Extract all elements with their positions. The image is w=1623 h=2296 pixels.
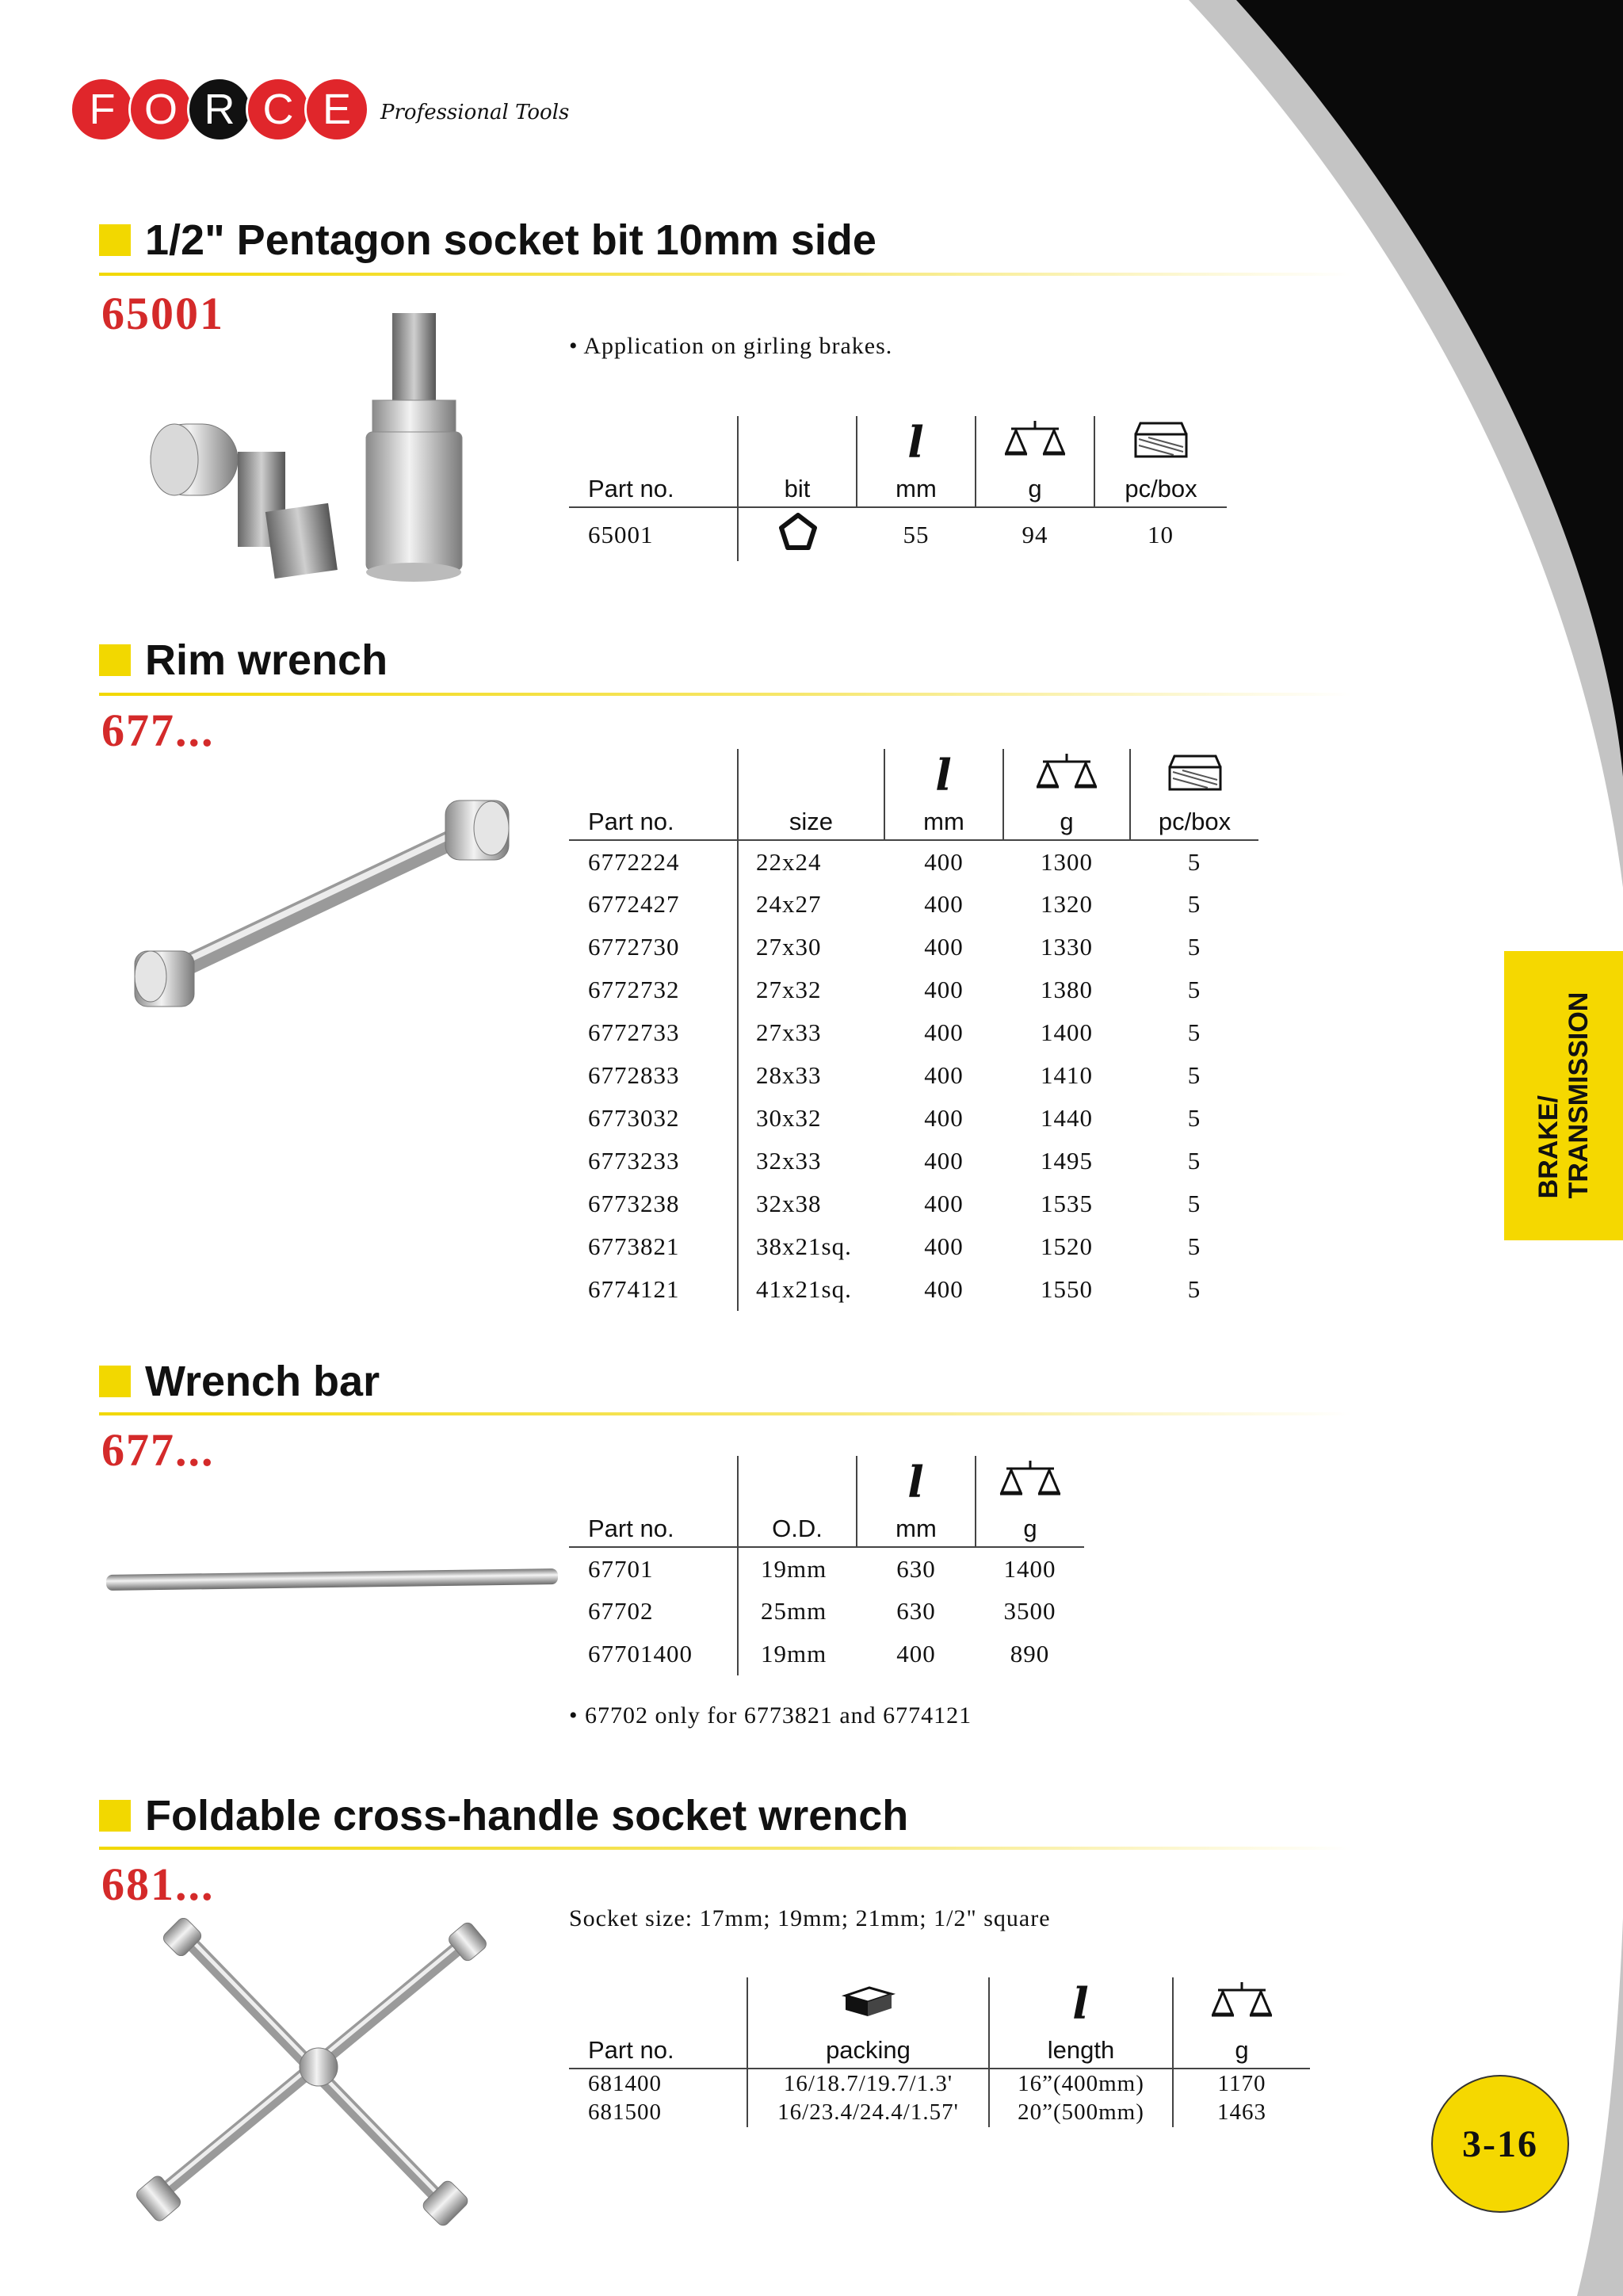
wrench-bar-image xyxy=(103,1565,563,1597)
table-cell: 5 xyxy=(1187,1190,1201,1217)
table-cell: 5 xyxy=(1187,1061,1201,1089)
category-side-tab xyxy=(1504,951,1623,1240)
table-cell: 1410 xyxy=(1041,1061,1093,1089)
scale-icon xyxy=(1003,418,1067,460)
table-cell: 630 xyxy=(896,1597,936,1625)
section-heading-cross xyxy=(99,1791,908,1840)
length-icon: l xyxy=(907,1457,925,1507)
table-row xyxy=(569,1590,1084,1633)
side-tab-line: TRANSMISSION xyxy=(1564,991,1594,1199)
table-cell: 94 xyxy=(1022,520,1048,548)
table-row xyxy=(569,968,1258,1011)
table-cell: 400 xyxy=(924,976,964,1003)
table-cell: 1400 xyxy=(1003,1554,1056,1583)
table-cell: 5 xyxy=(1187,847,1201,876)
column-header: packing xyxy=(747,2030,989,2069)
column-header: mm xyxy=(884,801,1003,840)
scale-icon xyxy=(1035,751,1098,793)
product-code: 65001 xyxy=(101,288,224,339)
packing-icon xyxy=(841,1983,896,2018)
table-cell: 400 xyxy=(924,1018,964,1046)
table-cell: 890 xyxy=(1010,1640,1050,1668)
table-cell: 5 xyxy=(1187,933,1201,961)
logo-tagline: Professional Tools xyxy=(380,101,570,124)
column-header: pc/box xyxy=(1094,468,1227,507)
table-row xyxy=(569,2069,1310,2098)
table-cell: 5 xyxy=(1187,1147,1201,1175)
column-header: g xyxy=(1003,801,1130,840)
column-header: g xyxy=(1173,2030,1310,2069)
table-cell: 16/23.4/24.4/1.57' xyxy=(747,2098,989,2127)
table-cell: 1520 xyxy=(1041,1232,1093,1260)
table-cell: 400 xyxy=(924,1104,964,1132)
table-cell: 400 xyxy=(924,1190,964,1217)
logo-letter: O xyxy=(128,77,193,142)
table-cell: 24x27 xyxy=(738,883,884,926)
part-number: 6772732 xyxy=(588,976,680,1003)
table-cell: 1170 xyxy=(1173,2069,1310,2098)
column-header: g xyxy=(976,1508,1084,1547)
table-cell: 1550 xyxy=(1041,1275,1093,1303)
table-cell: 32x33 xyxy=(738,1140,884,1182)
column-header: pc/box xyxy=(1130,801,1258,840)
logo-letter: C xyxy=(246,77,311,142)
column-header: size xyxy=(738,801,884,840)
table-cell: 16”(400mm) xyxy=(989,2069,1173,2098)
table-cell: 1440 xyxy=(1041,1104,1093,1132)
heading-marker xyxy=(99,644,131,676)
table-row xyxy=(569,1225,1258,1268)
table-row xyxy=(569,1097,1258,1140)
part-number: 67701400 xyxy=(588,1640,693,1668)
table-row xyxy=(569,1182,1258,1225)
box-icon xyxy=(1129,417,1193,461)
part-number: 681500 xyxy=(588,2099,662,2125)
table-cell: 5 xyxy=(1187,1018,1201,1046)
rim-wrench-image xyxy=(119,785,531,1022)
table-cell: 27x33 xyxy=(738,1011,884,1054)
table-cell: 5 xyxy=(1187,976,1201,1003)
cross-wrench-image xyxy=(119,1918,515,2227)
part-number: 6773233 xyxy=(588,1147,680,1175)
application-note: • Application on girling brakes. xyxy=(569,333,893,359)
cross-spec-table xyxy=(569,1977,1310,2127)
bar-note: • 67702 only for 6773821 and 6774121 xyxy=(569,1702,972,1729)
heading-marker xyxy=(99,1800,131,1832)
column-header: bit xyxy=(738,468,857,507)
table-row xyxy=(569,1633,1084,1675)
section-heading-pentagon xyxy=(99,216,876,265)
table-cell: 1535 xyxy=(1041,1190,1093,1217)
column-header: Part no. xyxy=(569,801,738,840)
column-header: Part no. xyxy=(569,468,738,507)
table-cell: 25mm xyxy=(738,1590,857,1633)
column-header: Part no. xyxy=(569,1508,738,1547)
part-number: 6772730 xyxy=(588,933,680,961)
length-icon: l xyxy=(907,417,925,468)
table-row xyxy=(569,1268,1258,1311)
bar-spec-table xyxy=(569,1456,1084,1675)
logo-letter: R xyxy=(187,77,252,142)
product-code: 677... xyxy=(101,1424,215,1476)
section-rule xyxy=(99,1412,1351,1415)
part-number: 6773238 xyxy=(588,1190,680,1217)
part-number: 6772833 xyxy=(588,1061,680,1089)
table-row xyxy=(569,1054,1258,1097)
part-number: 6774121 xyxy=(588,1275,680,1303)
table-cell: 5 xyxy=(1187,890,1201,918)
pentagon-spec-table xyxy=(569,416,1227,561)
table-cell: 1463 xyxy=(1173,2098,1310,2127)
rim-spec-table xyxy=(569,749,1258,1311)
table-cell: 400 xyxy=(924,1232,964,1260)
column-header: g xyxy=(976,468,1094,507)
table-cell: 20”(500mm) xyxy=(989,2098,1173,2127)
table-row xyxy=(569,1547,1084,1590)
length-icon: l xyxy=(1072,1978,1090,2029)
table-cell: 630 xyxy=(896,1554,936,1583)
section-rule xyxy=(99,693,1351,696)
table-cell: 19mm xyxy=(738,1633,857,1675)
scale-icon xyxy=(999,1457,1062,1500)
table-cell: 400 xyxy=(924,890,964,918)
table-cell: 38x21sq. xyxy=(738,1225,884,1268)
section-rule xyxy=(99,273,1351,276)
table-cell: 3500 xyxy=(1003,1597,1056,1625)
product-code: 681... xyxy=(101,1859,215,1910)
section-heading-bar xyxy=(99,1357,380,1406)
box-icon xyxy=(1163,750,1227,794)
column-header: length xyxy=(989,2030,1173,2069)
table-cell: 41x21sq. xyxy=(738,1268,884,1311)
table-cell: 400 xyxy=(924,847,964,876)
section-title: Foldable cross-handle socket wrench xyxy=(145,1792,909,1839)
table-cell: 400 xyxy=(896,1640,936,1668)
table-cell: 400 xyxy=(924,1061,964,1089)
table-cell: 27x32 xyxy=(738,968,884,1011)
table-row xyxy=(569,926,1258,968)
table-row xyxy=(569,1011,1258,1054)
side-tab-line: BRAKE/ xyxy=(1533,1095,1564,1199)
table-cell: 5 xyxy=(1187,1104,1201,1132)
table-cell: 10 xyxy=(1148,520,1174,548)
column-header: Part no. xyxy=(569,2030,747,2069)
table-cell: 1400 xyxy=(1041,1018,1093,1046)
table-cell: 22x24 xyxy=(738,840,884,883)
heading-marker xyxy=(99,1366,131,1397)
table-cell: 1300 xyxy=(1041,847,1093,876)
table-cell: 28x33 xyxy=(738,1054,884,1097)
section-rule xyxy=(99,1847,1351,1850)
column-header: O.D. xyxy=(738,1508,857,1547)
table-cell: 5 xyxy=(1187,1275,1201,1303)
page-number: 3-16 xyxy=(1431,2075,1569,2213)
section-title: Wrench bar xyxy=(145,1358,380,1405)
column-header: mm xyxy=(857,468,976,507)
table-cell: 55 xyxy=(903,520,930,548)
table-row xyxy=(569,883,1258,926)
table-row xyxy=(569,840,1258,883)
brand-logo xyxy=(70,78,569,141)
part-number: 65001 xyxy=(588,520,654,548)
pentagon-bit-image xyxy=(143,313,491,590)
table-cell: 27x30 xyxy=(738,926,884,968)
table-cell: 400 xyxy=(924,1275,964,1303)
logo-letter: F xyxy=(70,77,135,142)
part-number: 6773032 xyxy=(588,1104,680,1132)
table-row xyxy=(569,1140,1258,1182)
table-cell: 1320 xyxy=(1041,890,1093,918)
part-number: 6772427 xyxy=(588,890,680,918)
table-cell: 1330 xyxy=(1041,933,1093,961)
section-title: Rim wrench xyxy=(145,636,388,684)
scale-icon xyxy=(1210,1979,1274,2022)
heading-marker xyxy=(99,224,131,256)
table-cell: 19mm xyxy=(738,1547,857,1590)
product-code: 677... xyxy=(101,705,215,756)
table-cell: 400 xyxy=(924,1147,964,1175)
part-number: 6772224 xyxy=(588,847,680,876)
column-header: mm xyxy=(857,1508,976,1547)
pentagon-icon xyxy=(779,513,817,551)
part-number: 6773821 xyxy=(588,1232,680,1260)
table-cell: 5 xyxy=(1187,1232,1201,1260)
logo-letter: E xyxy=(304,77,369,142)
table-cell: 16/18.7/19.7/1.3' xyxy=(747,2069,989,2098)
length-icon: l xyxy=(935,750,953,800)
section-title: 1/2" Pentagon socket bit 10mm side xyxy=(145,216,876,264)
socket-size-note: Socket size: 17mm; 19mm; 21mm; 1/2" square xyxy=(569,1905,1051,1931)
part-number: 6772733 xyxy=(588,1018,680,1046)
section-heading-rim xyxy=(99,636,388,685)
table-cell: 30x32 xyxy=(738,1097,884,1140)
table-cell: 400 xyxy=(924,933,964,961)
table-cell: 1380 xyxy=(1041,976,1093,1003)
part-number: 67701 xyxy=(588,1554,654,1583)
table-cell: 32x38 xyxy=(738,1182,884,1225)
part-number: 67702 xyxy=(588,1597,654,1625)
table-cell: 1495 xyxy=(1041,1147,1093,1175)
table-row xyxy=(569,507,1227,561)
table-row xyxy=(569,2098,1310,2127)
part-number: 681400 xyxy=(588,2070,662,2096)
